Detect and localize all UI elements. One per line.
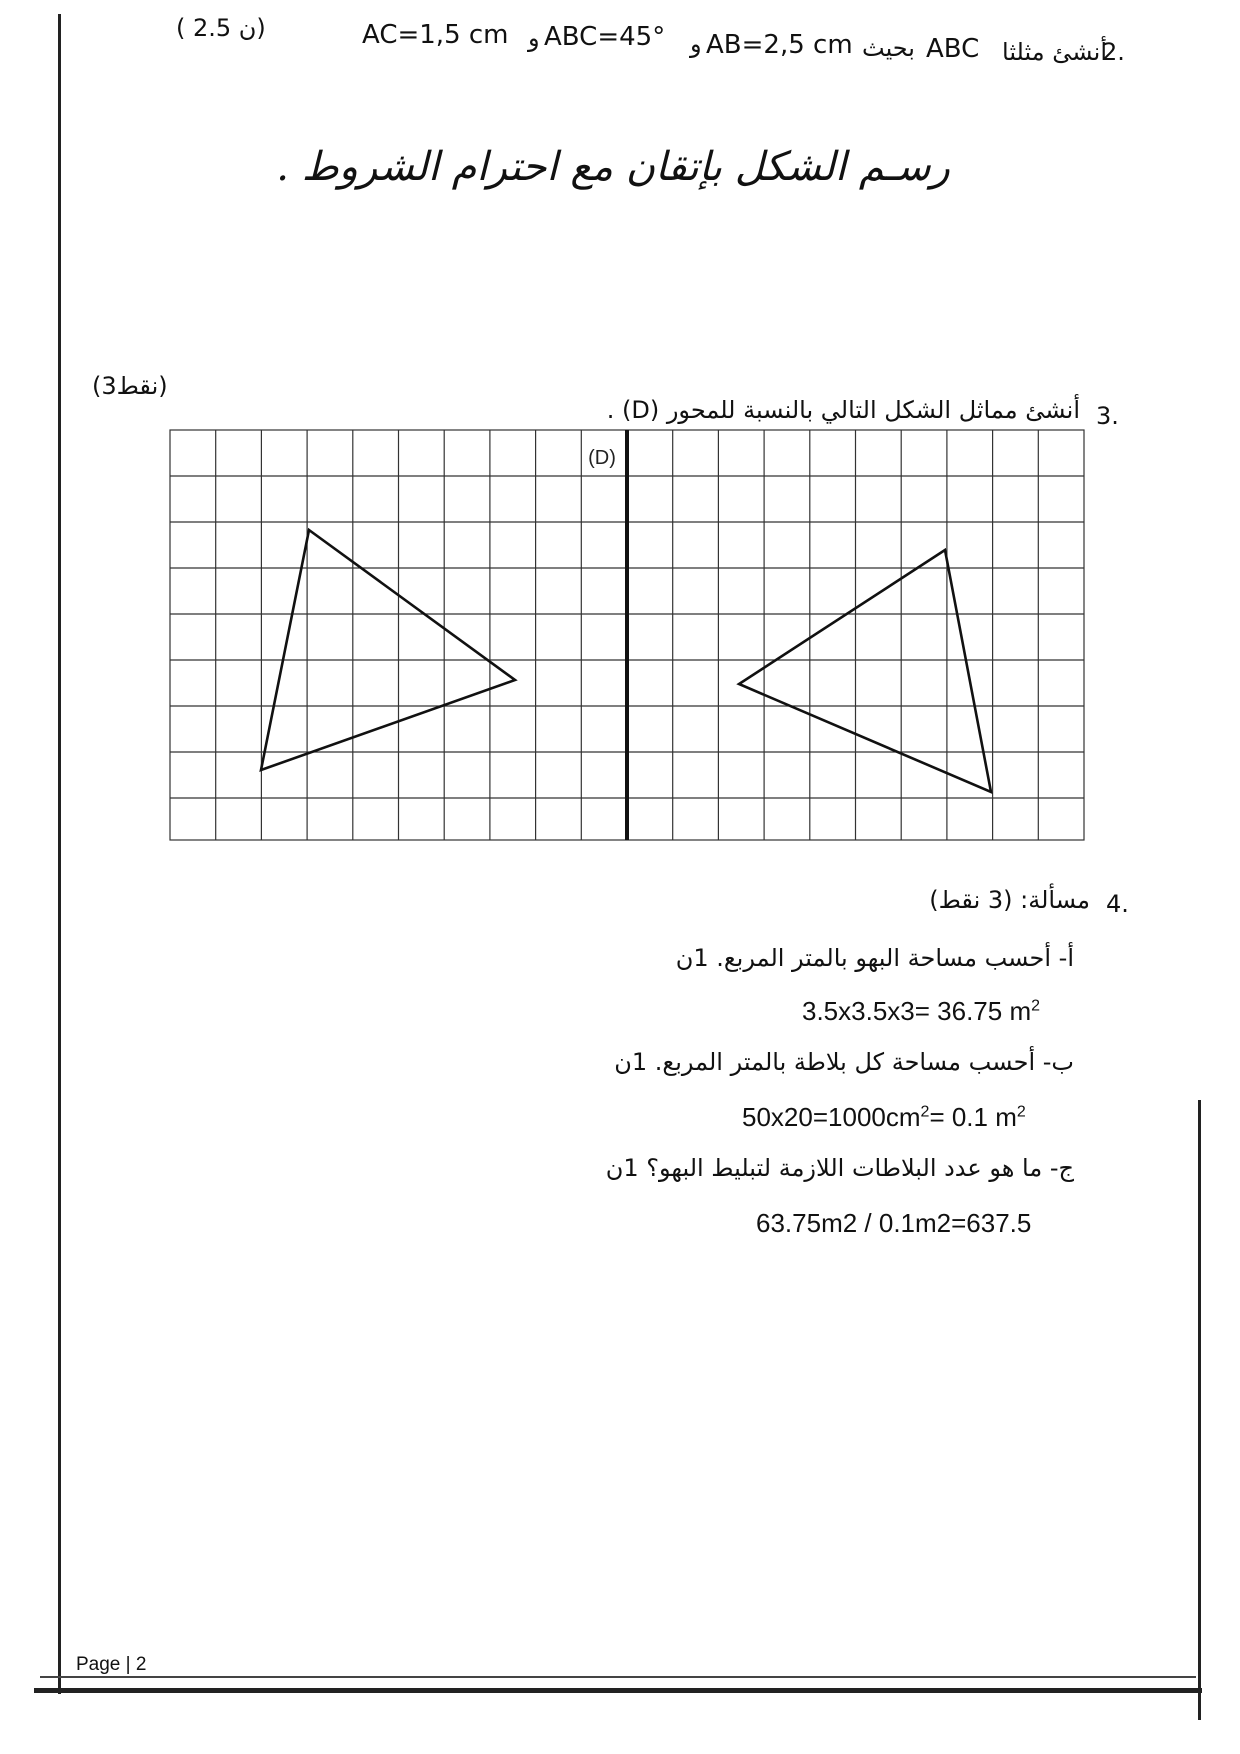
original-triangle bbox=[261, 530, 515, 770]
q4-title: مسألة: (3 نقط) bbox=[929, 886, 1090, 914]
q4-b-answer bbox=[742, 1102, 1026, 1133]
q4-a-answer-text: 3.5x3.5x3= 36.75 m bbox=[802, 996, 1032, 1026]
q4-b-answer-sup1: 2 bbox=[920, 1103, 930, 1121]
mirrored-triangle bbox=[739, 550, 991, 792]
q4-a-answer-sup: 2 bbox=[1031, 997, 1041, 1015]
q4-a-question: أ- أحسب مساحة البهو بالمتر المربع. 1ن bbox=[675, 944, 1074, 972]
q3-points: (3نقط) bbox=[92, 372, 168, 400]
page-border-left bbox=[58, 14, 61, 1694]
q3-number: 3. bbox=[1096, 402, 1119, 430]
q2-handwritten-answer: رسـم الشكل بإتقان مع احترام الشروط . bbox=[276, 144, 950, 190]
symmetry-grid-figure bbox=[168, 428, 1088, 844]
q4-c-answer: 63.75m2 / 0.1m2=637.5 bbox=[756, 1208, 1032, 1238]
page-border-bottom bbox=[34, 1688, 1202, 1693]
q2-text-start: أنشئ مثلثا bbox=[1002, 38, 1107, 66]
axis-d-label: (D) bbox=[588, 447, 616, 469]
q2-condition-ac: AC=1,5 cm bbox=[362, 20, 509, 50]
q2-and-2: و bbox=[528, 24, 540, 52]
q2-condition-angle: ABC=45° bbox=[544, 22, 666, 52]
page-border-bottom-inner bbox=[40, 1676, 1196, 1678]
q2-text-mid: بحيث bbox=[862, 34, 915, 62]
q4-c-question: ج- ما هو عدد البلاطات اللازمة لتبليط البهو؟ 1ن bbox=[605, 1154, 1074, 1182]
q2-condition-ab: AB=2,5 cm bbox=[706, 30, 853, 60]
q4-number: 4. bbox=[1106, 890, 1129, 918]
q4-b-answer-sup2: 2 bbox=[1016, 1103, 1026, 1121]
page-number-footer: Page | 2 bbox=[76, 1654, 147, 1675]
q2-triangle-name: ABC bbox=[926, 34, 980, 64]
q2-number: 2. bbox=[1102, 38, 1125, 66]
q4-b-answer-text2: = 0.1 m bbox=[929, 1102, 1017, 1132]
q2-and-1: و bbox=[690, 30, 702, 58]
q3-text: أنشئ مماثل الشكل التالي بالنسبة للمحور (D) . bbox=[606, 396, 1080, 424]
q4-a-answer bbox=[802, 996, 1040, 1027]
q4-b-question: ب- أحسب مساحة كل بلاطة بالمتر المربع. 1ن bbox=[614, 1048, 1074, 1076]
page-border-right bbox=[1198, 1100, 1201, 1720]
q4-b-answer-text1: 50x20=1000cm bbox=[742, 1102, 921, 1132]
q2-points: ( 2.5 ن) bbox=[176, 14, 266, 42]
